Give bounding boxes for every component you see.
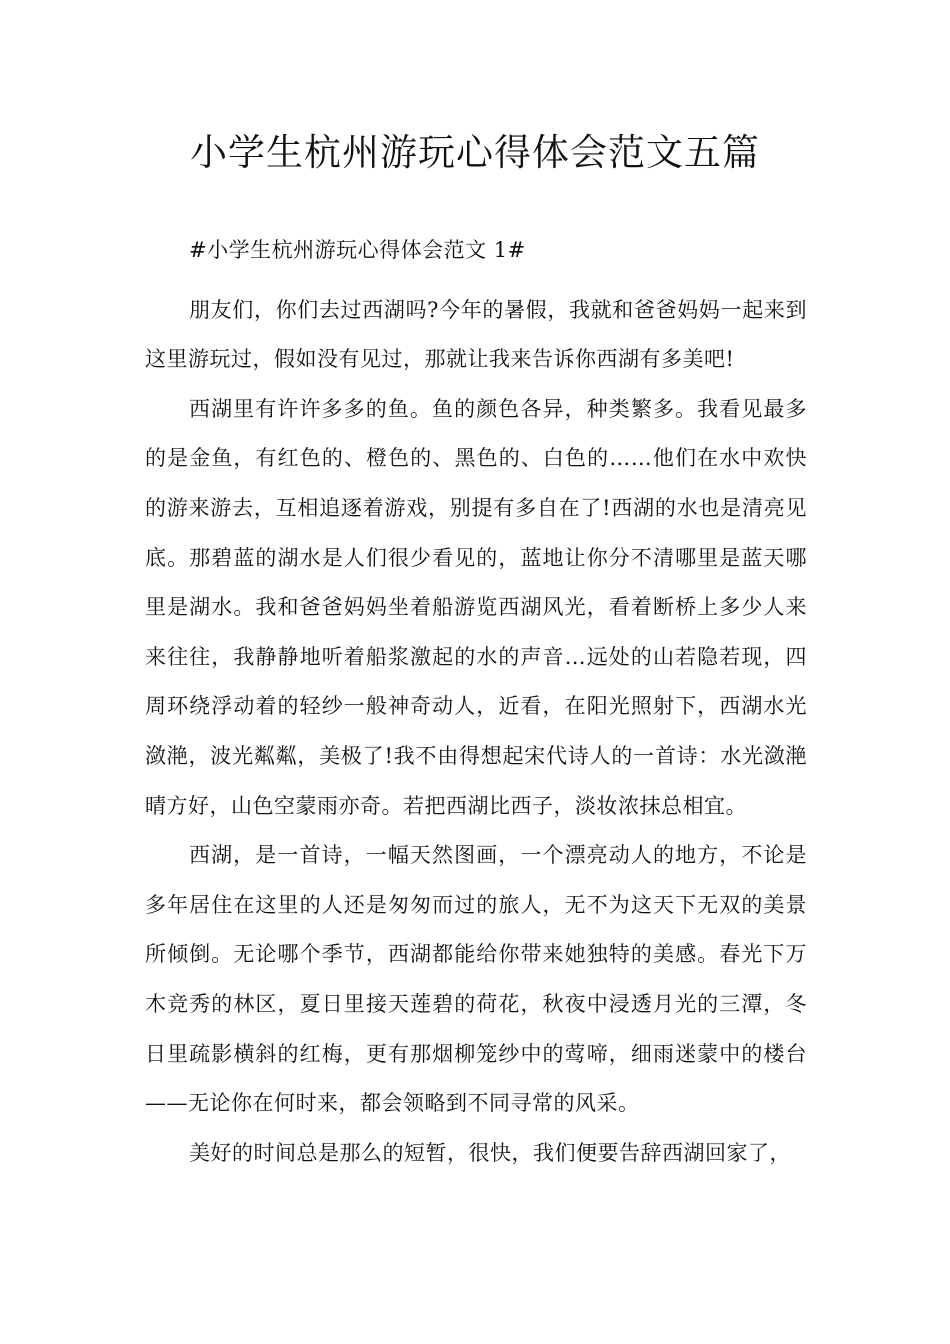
document-body <box>145 226 807 1178</box>
paragraph-3: 西湖，是一首诗，一幅天然图画，一个漂亮动人的地方，不论是多年居住在这里的人还是匆匆而过的旅人，无不为这天下无双的美景所倾倒。无论哪个季节，西湖都能给你带来她独特的美感。春光下万木竞秀的林区，夏日里接天莲碧的荷花，秋夜中浸透月光的三潭，冬日里疏影横斜的红梅，更有那烟柳笼纱中的莺啼，细雨迷蒙中的楼台——无论你在何时来，都会领略到不同寻常的风采。 <box>145 843 807 1116</box>
paragraph-2: 西湖里有许许多多的鱼。鱼的颜色各异，种类繁多。我看见最多的是金鱼，有红色的、橙色的、黑色的、白色的……他们在水中欢快的游来游去，互相追逐着游戏，别提有多自在了!西湖的水也是清亮见底。那碧蓝的湖水是人们很少看见的，蓝地让你分不清哪里是蓝天哪里是湖水。我和爸爸妈妈坐着船游览西湖风光，看着断桥上多少人来来往往，我静静地听着船浆激起的水的声音…远处的山若隐若现，四周环绕浮动着的轻纱一般神奇动人，近看，在阳光照射下，西湖水光潋滟，波光粼粼，美极了!我不由得想起宋代诗人的一首诗：水光潋滟晴方好，山色空蒙雨亦奇。若把西湖比西子，淡妆浓抹总相宜。 <box>145 396 807 818</box>
paragraph-4: 美好的时间总是那么的短暂，很快，我们便要告辞西湖回家了， <box>189 1140 791 1165</box>
document-title: 小学生杭州游玩心得体会范文五篇 <box>190 131 760 174</box>
paragraph-1: 朋友们，你们去过西湖吗?今年的暑假，我就和爸爸妈妈一起来到这里游玩过，假如没有见过，那就让我来告诉你西湖有多美吧! <box>145 297 807 372</box>
section-heading: #小学生杭州游玩心得体会范文 1# <box>189 238 526 262</box>
